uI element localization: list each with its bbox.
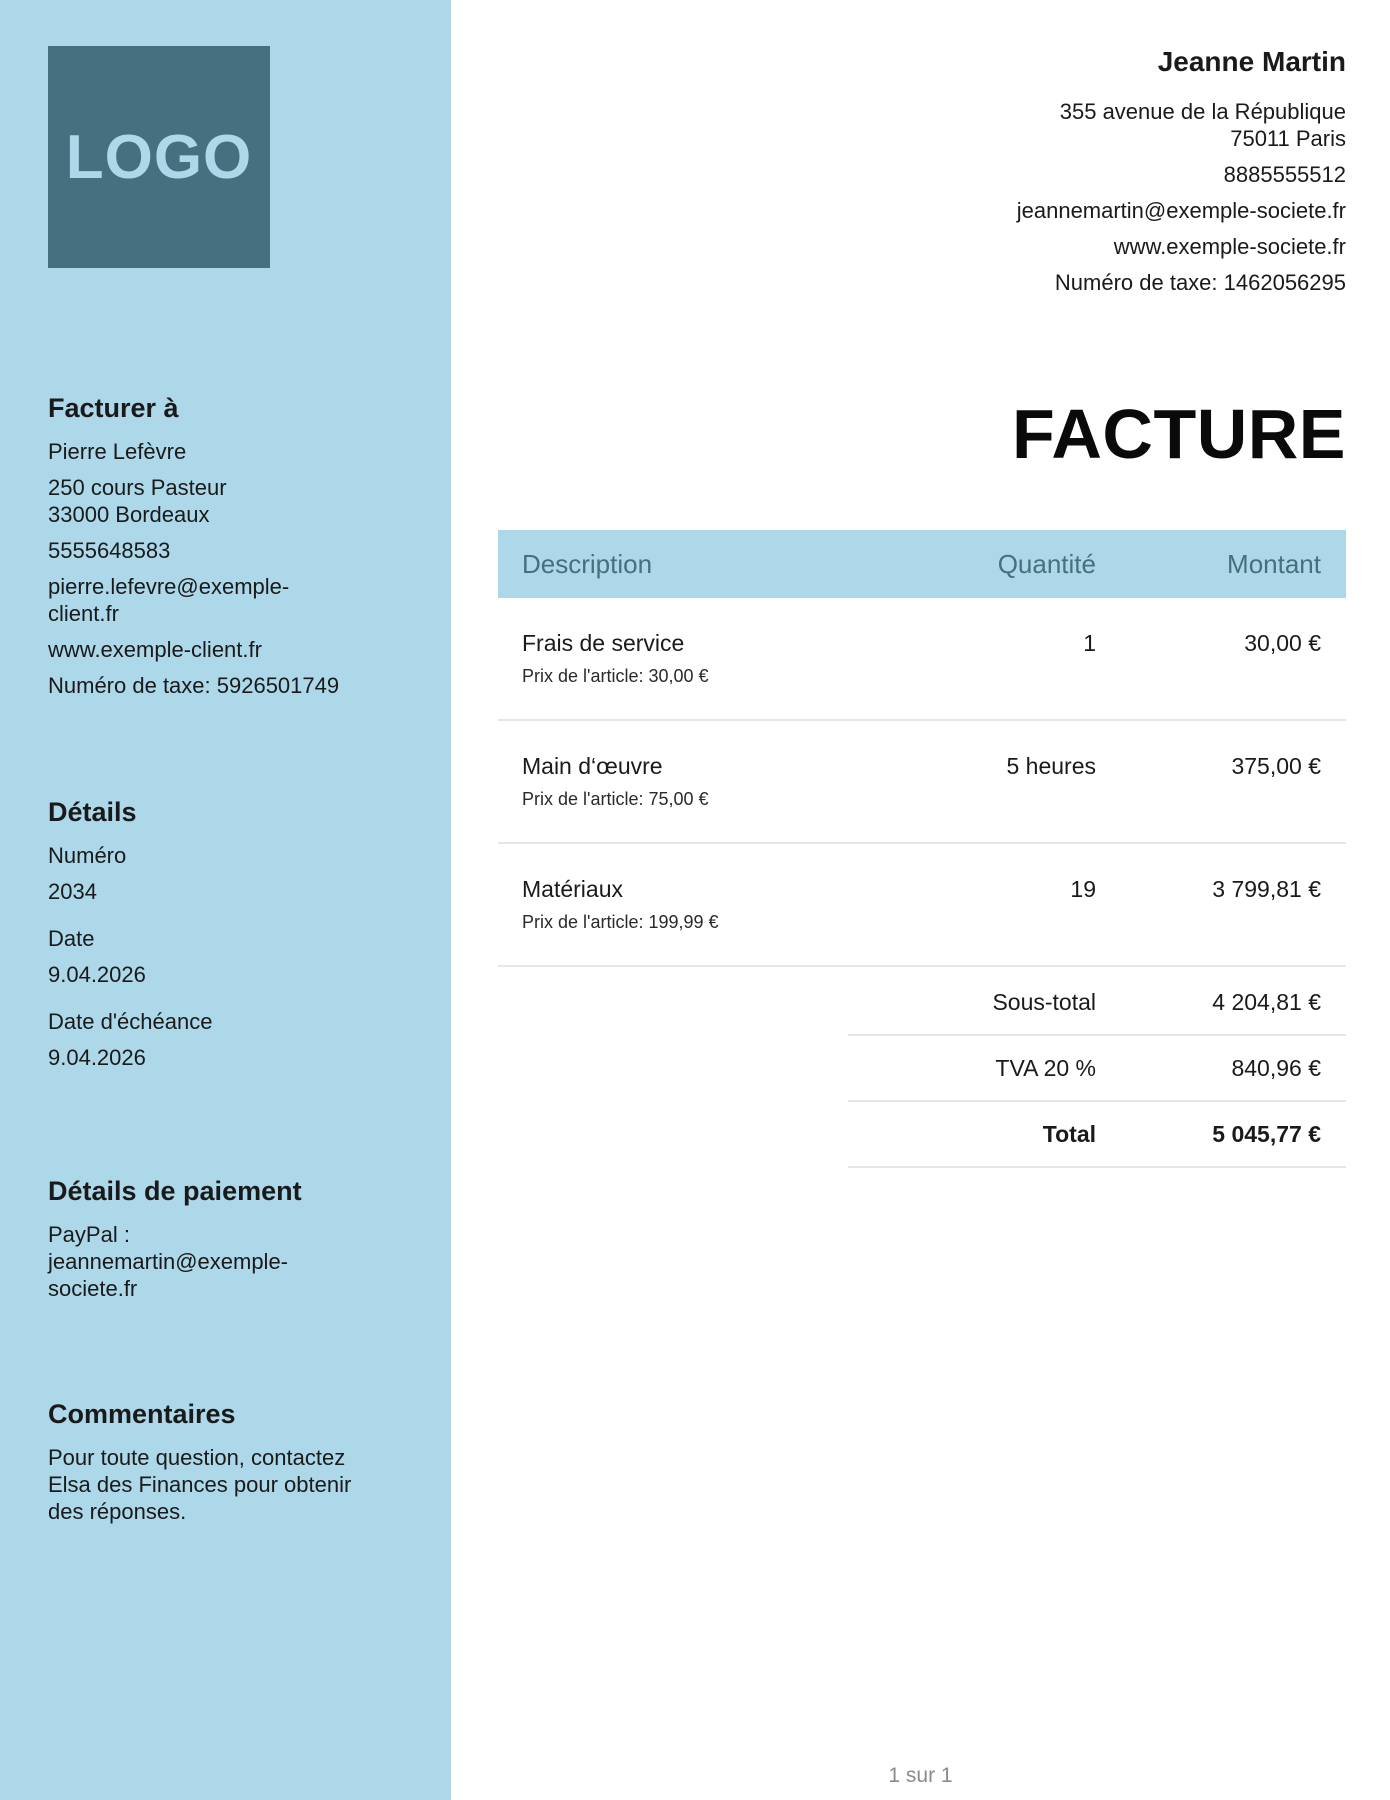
bill-to-heading: Facturer à bbox=[48, 393, 179, 423]
row-description bbox=[498, 598, 856, 687]
due-date-value: 9.04.2026 bbox=[48, 1045, 146, 1070]
item-name: Main d‘œuvre bbox=[522, 753, 663, 779]
client-tax-number: Numéro de taxe: 5926501749 bbox=[48, 673, 340, 698]
payment-heading: Détails de paiement bbox=[48, 1176, 302, 1206]
table-header bbox=[498, 530, 1346, 598]
subtotal-value: 4 204,81 € bbox=[1212, 988, 1321, 1015]
item-amount: 3 799,81 € bbox=[1212, 876, 1321, 902]
due-date-label: Date d'échéance bbox=[48, 1009, 213, 1034]
header-quantity: Quantité bbox=[997, 548, 1096, 579]
company-name: Jeanne Martin bbox=[1157, 46, 1346, 77]
bill-to-section bbox=[48, 392, 408, 708]
client-email-line2: client.fr bbox=[48, 601, 119, 626]
company-info bbox=[786, 44, 1346, 305]
tax-value: 840,96 € bbox=[1231, 1054, 1321, 1081]
item-name: Matériaux bbox=[522, 876, 623, 902]
row-description bbox=[498, 721, 856, 810]
subtotal-label: Sous-total bbox=[992, 988, 1096, 1015]
item-name: Frais de service bbox=[522, 630, 685, 656]
header-description: Description bbox=[522, 548, 653, 579]
table-row bbox=[498, 721, 1346, 844]
item-amount: 30,00 € bbox=[1244, 630, 1321, 656]
comments-line3: des réponses. bbox=[48, 1499, 187, 1524]
total-row bbox=[848, 1102, 1346, 1168]
payment-section bbox=[48, 1175, 408, 1311]
item-amount: 375,00 € bbox=[1231, 753, 1321, 779]
logo bbox=[48, 46, 270, 268]
client-address-line1: 250 cours Pasteur bbox=[48, 475, 227, 500]
company-phone: 8885555512 bbox=[1223, 162, 1346, 187]
item-unit-price: Prix de l'article: 199,99 € bbox=[522, 912, 719, 932]
item-quantity: 19 bbox=[1070, 876, 1096, 902]
invoice-number-label: Numéro bbox=[48, 843, 127, 868]
item-unit-price: Prix de l'article: 75,00 € bbox=[522, 789, 709, 809]
details-section bbox=[48, 796, 408, 1091]
client-name: Pierre Lefèvre bbox=[48, 439, 187, 464]
company-website: www.exemple-societe.fr bbox=[1113, 234, 1346, 259]
payment-line2: jeannemartin@exemple- bbox=[48, 1249, 289, 1274]
document-title: FACTURE bbox=[1011, 395, 1346, 473]
invoice-date-value: 9.04.2026 bbox=[48, 962, 146, 987]
comments-section bbox=[48, 1398, 408, 1534]
tax-label: TVA 20 % bbox=[995, 1054, 1096, 1081]
tax-row bbox=[848, 1036, 1346, 1102]
header-amount: Montant bbox=[1227, 548, 1321, 579]
payment-line1: PayPal : bbox=[48, 1222, 130, 1247]
item-quantity: 1 bbox=[1083, 630, 1096, 656]
row-description bbox=[498, 844, 856, 933]
subtotal-row bbox=[848, 970, 1346, 1036]
client-address-line2: 33000 Bordeaux bbox=[48, 502, 210, 527]
comments-line2: Elsa des Finances pour obtenir bbox=[48, 1472, 352, 1497]
items-table bbox=[498, 530, 1346, 967]
invoice-date-label: Date bbox=[48, 926, 95, 951]
client-phone: 5555648583 bbox=[48, 538, 171, 563]
total-value: 5 045,77 € bbox=[1212, 1120, 1321, 1147]
table-row bbox=[498, 844, 1346, 967]
sidebar bbox=[0, 0, 451, 1800]
invoice-number-value: 2034 bbox=[48, 879, 97, 904]
table-row bbox=[498, 598, 1346, 721]
company-tax-number: Numéro de taxe: 1462056295 bbox=[1054, 270, 1346, 295]
client-website: www.exemple-client.fr bbox=[48, 637, 262, 662]
details-heading: Détails bbox=[48, 797, 137, 827]
comments-heading: Commentaires bbox=[48, 1399, 236, 1429]
total-label: Total bbox=[1042, 1120, 1096, 1147]
comments-line1: Pour toute question, contactez bbox=[48, 1445, 346, 1470]
payment-line3: societe.fr bbox=[48, 1276, 138, 1301]
totals-block bbox=[848, 970, 1346, 1168]
page-indicator: 1 sur 1 bbox=[888, 1764, 953, 1787]
logo-text: LOGO bbox=[65, 122, 253, 192]
item-quantity: 5 heures bbox=[1006, 753, 1096, 779]
company-address-line1: 355 avenue de la République bbox=[1059, 99, 1346, 124]
client-email-line1: pierre.lefevre@exemple- bbox=[48, 574, 290, 599]
company-address-line2: 75011 Paris bbox=[1230, 126, 1346, 151]
company-email: jeannemartin@exemple-societe.fr bbox=[1016, 198, 1346, 223]
item-unit-price: Prix de l'article: 30,00 € bbox=[522, 666, 709, 686]
